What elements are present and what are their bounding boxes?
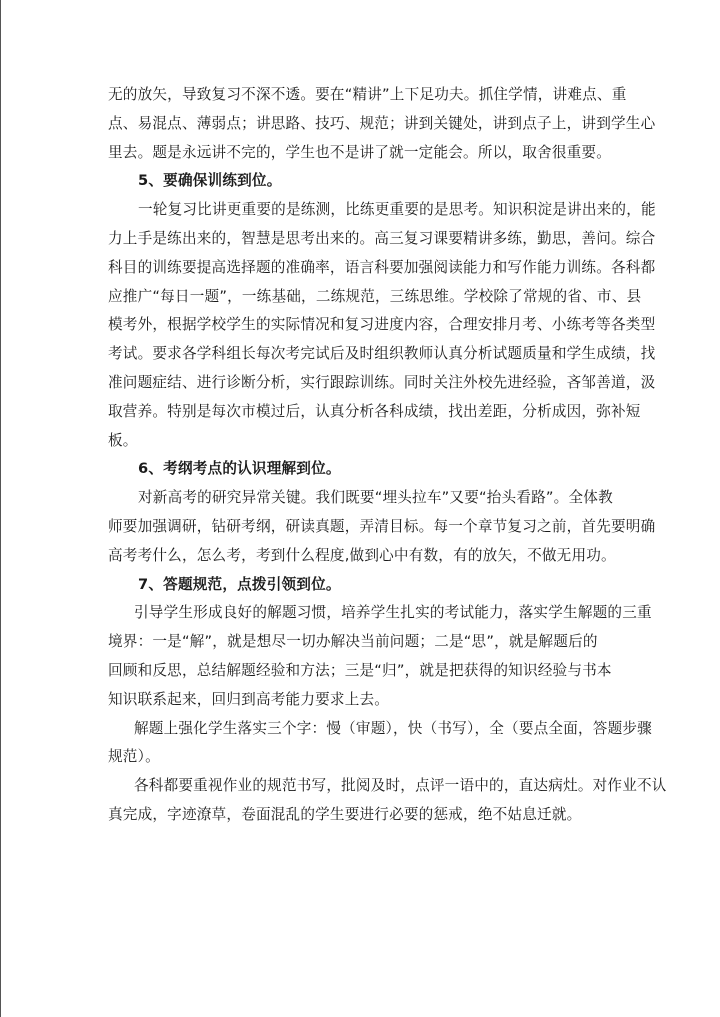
paragraph-line: 模考外，根据学校学生的实际情况和复习进度内容，合理安排月考、小练考等各类型 (108, 316, 656, 334)
paragraph-line: 力上手是练出来的，智慧是思考出来的。高三复习课要精讲多练，勤思，善问。综合 (108, 229, 656, 247)
paragraph-line: 境界：一是“解”，就是想尽一切办解决当前问题；二是“思”，就是解题后的 (108, 633, 598, 651)
paragraph-line: 对新高考的研究异常关键。我们既要“埋头拉车”又要“抬头看路”。全体教 (138, 489, 613, 507)
section-heading: 7、答题规范，点拨引领到位。 (138, 575, 341, 593)
paragraph-line: 应推广“每日一题”，一练基础，二练规范，三练思维。学校除了常规的省、市、县 (108, 287, 642, 305)
paragraph-line: 引导学生形成良好的解题习惯，培养学生扎实的考试能力，落实学生解题的三重 (134, 604, 652, 622)
paragraph-line: 考试。要求各学科组长每次考完试后及时组织教师认真分析试题质量和学生成绩，找 (108, 345, 656, 363)
paragraph-line: 规范）。 (108, 748, 160, 766)
paragraph-line: 回顾和反思，总结解题经验和方法；三是“归”，就是把获得的知识经验与书本 (108, 661, 612, 679)
paragraph-line: 各科都要重视作业的规范书写，批阅及时，点评一语中的，直达病灶。对作业不认 (134, 777, 667, 795)
paragraph-line: 知识联系起来，回归到高考能力要求上去。 (108, 690, 390, 708)
paragraph-line: 取营养。特别是每次市模过后，认真分析各科成绩，找出差距，分析成因，弥补短 (108, 402, 641, 420)
section-heading: 5、要确保训练到位。 (138, 172, 282, 190)
paragraph-line: 准问题症结、进行诊断分析，实行跟踪训练。同时关注外校先进经验，吝邹善道，汲 (108, 373, 656, 391)
section-heading: 6、考纲考点的认识理解到位。 (138, 460, 341, 478)
paragraph-line: 真完成，字迹潦草，卷面混乱的学生要进行必要的惩戒，绝不姑息迁就。 (108, 805, 582, 823)
paragraph-line: 解题上强化学生落实三个字：慢（审题），快（书写），全（要点全面，答题步骤 (134, 719, 652, 737)
paragraph-line: 里去。题是永远讲不完的，学生也不是讲了就一定能会。所以，取舍很重要。 (108, 143, 611, 161)
page-left-border (0, 0, 1, 1017)
paragraph-line: 师要加强调研，钻研考纲，研读真题，弄清目标。每一个章节复习之前，首先要明确 (108, 517, 656, 535)
paragraph-line: 板。 (108, 431, 138, 449)
paragraph-line: 一轮复习比讲更重要的是练测，比练更重要的是思考。知识积淀是讲出来的，能 (138, 201, 656, 219)
paragraph-line: 无的放矢，导致复习不深不透。要在“精讲”上下足功夫。抓住学情，讲难点、重 (108, 86, 627, 103)
document-page (108, 86, 667, 835)
paragraph-line: 科目的训练要提高选择题的准确率，语言科要加强阅读能力和写作能力训练。各科都 (108, 258, 656, 276)
paragraph-line: 点、易混点、薄弱点；讲思路、技巧、规范；讲到关键处，讲到点子上，讲到学生心 (108, 114, 656, 132)
paragraph-line: 高考考什么，怎么考，考到什么程度,做到心中有数，有的放矢，不做无用功。 (108, 546, 616, 564)
